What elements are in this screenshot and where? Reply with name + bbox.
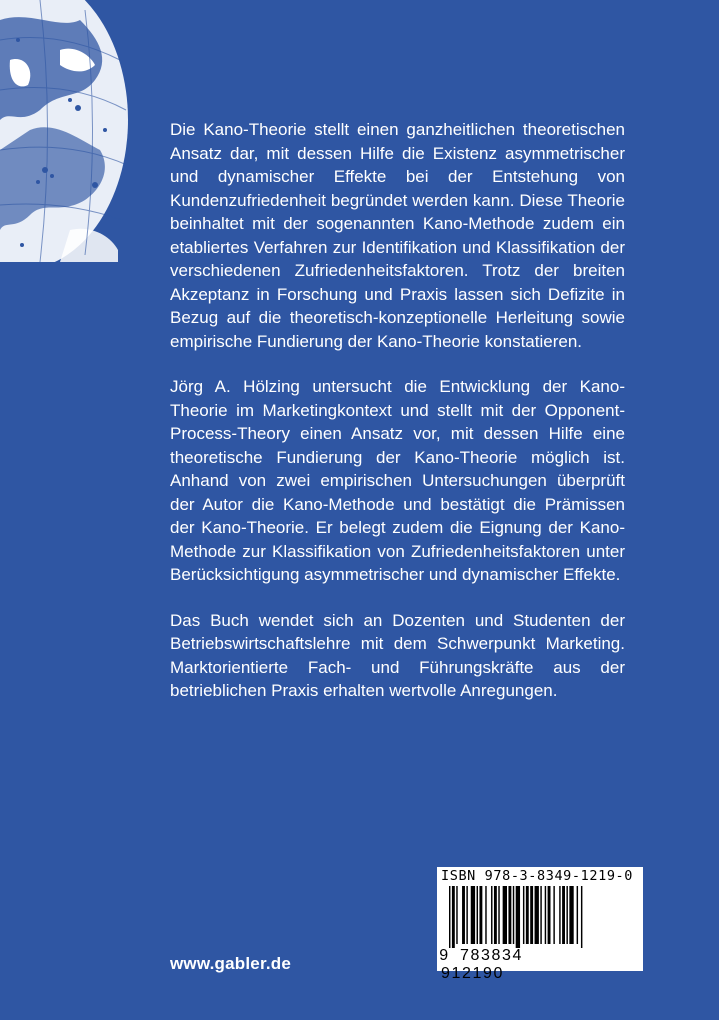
isbn-label: ISBN 978-3-8349-1219-0: [441, 868, 634, 884]
paragraph: Das Buch wendet sich an Dozenten und Studenten der Betriebswirtschaftslehre mit dem Schwerpunkt Marketing. Marktorientierte Fach- und Führungskräfte aus der betrieblichen Praxis erhalten wertvolle Anregungen.: [170, 610, 625, 700]
globe-image: [0, 0, 128, 262]
publisher-website: www.gabler.de: [170, 954, 292, 973]
blurb: [170, 118, 625, 725]
isbn-digit-group: 912190: [441, 965, 504, 982]
paragraph: Die Kano-Theorie stellt einen ganzheitlichen theoretischen Ansatz dar, mit dessen Hilfe die Existenz asymmetrischer und dynamischer Effekte bei der Entstehung von Kundenzufriedenheit begründet werden kann. Diese Theorie beinhaltet mit der sogenannten Kano-Methode zudem ein etabliertes Verfahren zur Identifikation und Klassifikation der verschiedenen Zufriedenheitsfaktoren. Trotz der breiten Akzeptanz in Forschung und Praxis lassen sich Defizite in Bezug auf die theoretisch-konzeptionelle Herleitung sowie empirische Fundierung der Kano-Theorie konstatieren.: [170, 120, 625, 351]
isbn-digit-group: 783834: [459, 947, 523, 964]
isbn-digit-lead: 9: [439, 947, 449, 964]
paragraph: Jörg A. Hölzing untersucht die Entwicklung der Kano-Theorie im Marketingkontext und stellt mit der Opponent-Process-Theory einen Ansatz vor, mit dessen Hilfe eine theoretische Fundierung der Kano-Theorie möglich ist. Anhand von zwei empirischen Untersuchungen überprüft der Autor die Kano-Methode und bestätigt die Prämissen der Kano-Theorie. Er belegt zudem die Eignung der Kano-Methode zur Klassifikation von Zufriedenheitsfaktoren unter Berücksichtigung asymmetrischer und dynamischer Effekte.: [170, 377, 625, 584]
isbn-digits: [437, 947, 643, 983]
isbn-barcode-box: [437, 867, 643, 982]
globe-icon: [0, 0, 128, 262]
barcode: [449, 886, 633, 948]
